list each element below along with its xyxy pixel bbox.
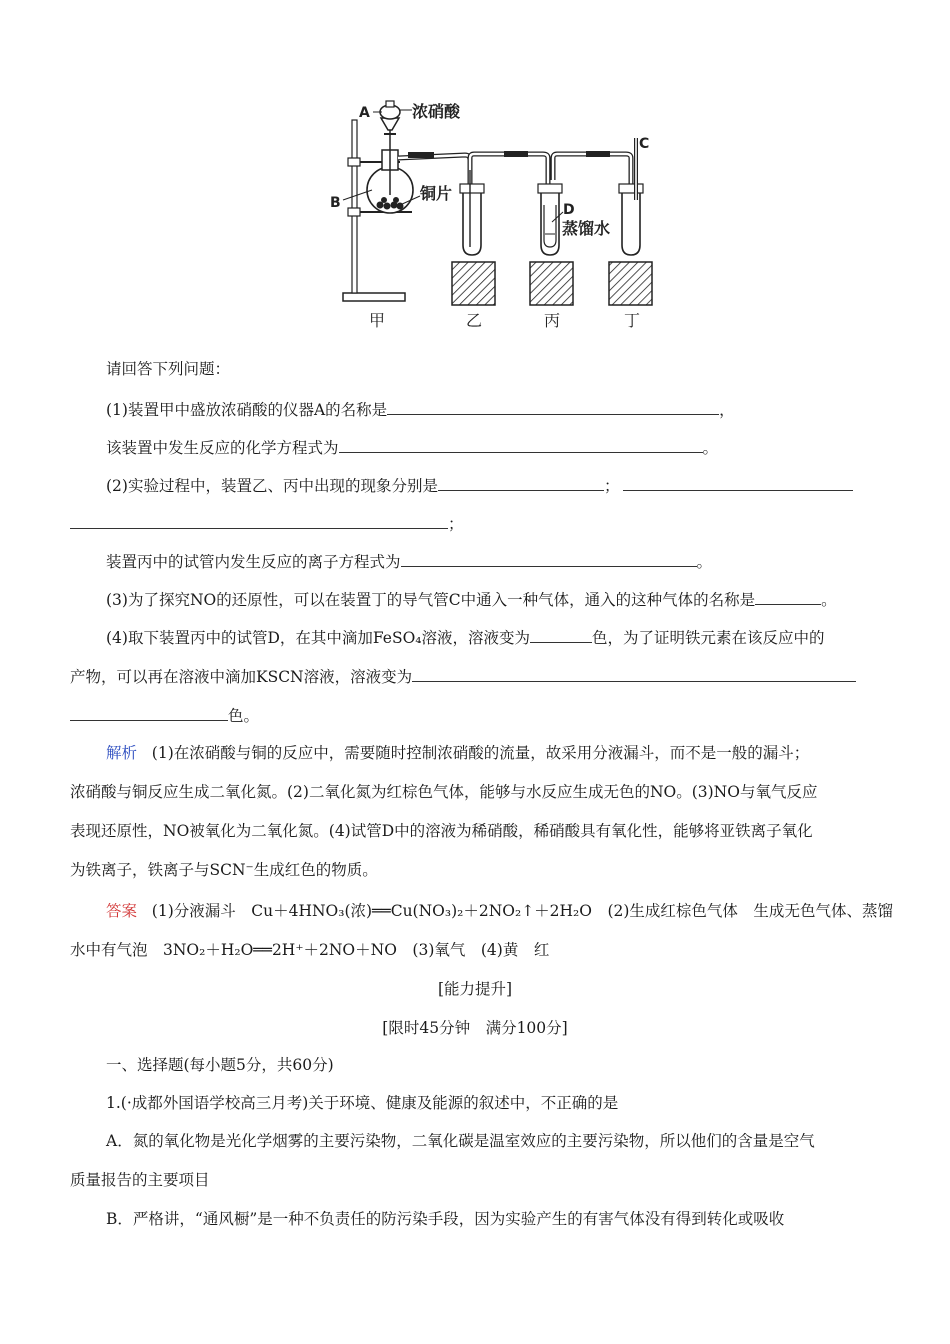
q2c-text: 装置丙中的试管内发生反应的离子方程式为 [106,553,401,571]
answer-line-2: 水中有气泡 3NO₂＋H₂O══2H⁺＋2NO＋NO (3)氧气 (4)黄 红 [70,941,550,959]
label-a: A [359,105,370,121]
question-1-stem: 1.(·成都外国语学校高三月考)关于环境、健康及能源的叙述中，不正确的是 [106,1094,619,1112]
question-3 [106,587,837,611]
separatory-funnel-a [381,118,399,130]
answer-blank[interactable] [438,473,604,491]
q2c-end: 。 [696,553,713,571]
part-heading: 一、选择题(每小题5分，共60分) [106,1056,334,1074]
label-water: 蒸馏水 [562,219,611,238]
answer-blank[interactable] [387,397,719,415]
question-intro: 请回答下列问题： [106,360,231,378]
stand-rod [352,120,357,293]
question-2a [106,473,853,497]
q3-text: (3)为了探究NO的还原性，可以在装置丁的导气管C中通入一种气体，通入的这种气体的名称是 [106,591,756,609]
q2a-mid: ； [603,477,620,495]
q3-end: 。 [821,591,837,609]
q1a-text: (1)装置甲中盛放浓硝酸的仪器A的名称是 [106,401,388,419]
q4a-text: (4)取下装置丙中的试管D，在其中滴加FeSO₄溶液，溶液变为 [106,629,531,647]
analysis-text-1: (1)在浓硝酸与铜的反应中，需要随时控制浓硝酸的流量，故采用分液漏斗，而不是一般的漏斗； [151,744,810,762]
analysis-line-4: 为铁离子，铁离子与SCN⁻生成红色的物质。 [70,861,378,879]
answer-blank[interactable] [530,625,592,643]
question-4a [106,625,825,649]
answer-blank[interactable] [339,435,703,453]
q4b-text: 产物，可以再在溶液中滴加KSCN溶液，溶液变为 [70,668,413,686]
answer-blank[interactable] [623,473,853,491]
answer-label: 答案 [106,902,138,920]
question-2c [106,549,712,573]
label-copper: 铜片 [420,184,453,203]
label-jia: 甲 [369,311,386,330]
label-b: B [330,195,341,211]
question-1b [106,435,718,459]
q2b-end: ； [448,515,464,533]
q2a-text: (2)实验过程中，装置乙、丙中出现的现象分别是 [106,477,438,495]
section-time: [限时45分钟 满分100分] [382,1019,568,1037]
option-a-line-1: A．氮的氧化物是光化学烟雾的主要污染物，二氧化碳是温室效应的主要污染物，所以他们的含量是空气 [106,1132,815,1150]
label-d: D [563,202,575,218]
stand-base [343,293,405,301]
question-2b [70,511,464,535]
q4a-mid: 色，为了证明铁元素在该反应中的 [592,629,825,647]
test-tube-yi [463,192,481,255]
apparatus-diagram [0,0,950,345]
q1a-end: ， [719,401,735,419]
answer-blank[interactable] [70,511,448,529]
q1b-text: 该装置中发生反应的化学方程式为 [106,439,339,457]
section-title: [能力提升] [437,980,513,998]
answer-blank[interactable] [70,703,228,721]
option-b: B．严格讲，“通风橱”是一种不负责任的防污染手段，因为实验产生的有害气体没有得到转化或吸收 [106,1210,785,1228]
answer-blank[interactable] [412,664,856,682]
analysis-line-1 [106,742,809,764]
q4c-end: 色。 [228,707,260,725]
q1b-end: 。 [702,439,719,457]
answer-blank[interactable] [755,587,821,605]
option-a-line-2: 质量报告的主要项目 [70,1171,210,1189]
answer-blank[interactable] [401,549,697,567]
block-yi [452,262,495,305]
label-bing: 丙 [544,311,561,330]
analysis-label: 解析 [106,744,138,762]
question-1a [106,397,735,421]
test-tube-ding [622,192,640,255]
block-bing [530,262,573,305]
analysis-line-3: 表现还原性，NO被氧化为二氧化氮。(4)试管D中的溶液为稀硝酸，稀硝酸具有氧化性，能够将亚铁离子氧化 [70,822,813,840]
label-ding: 丁 [624,311,641,330]
label-c: C [639,136,650,152]
answer-text-1: (1)分液漏斗 Cu＋4HNO₃(浓)══Cu(NO₃)₂＋2NO₂↑＋2H₂O (2)生成红棕色气体 生成无色气体、蒸馏 [151,902,893,920]
answer-line-1 [106,900,893,922]
block-ding [609,262,652,305]
label-yi: 乙 [466,311,483,330]
label-acid: 浓硝酸 [412,102,461,121]
analysis-line-2: 浓硝酸与铜反应生成二氧化氮。(2)二氧化氮为红棕色气体，能够与水反应生成无色的NO。(3)NO与氧气反应 [70,783,818,801]
test-tube-d [544,205,556,247]
question-4c [70,703,259,727]
question-4b [70,664,856,688]
